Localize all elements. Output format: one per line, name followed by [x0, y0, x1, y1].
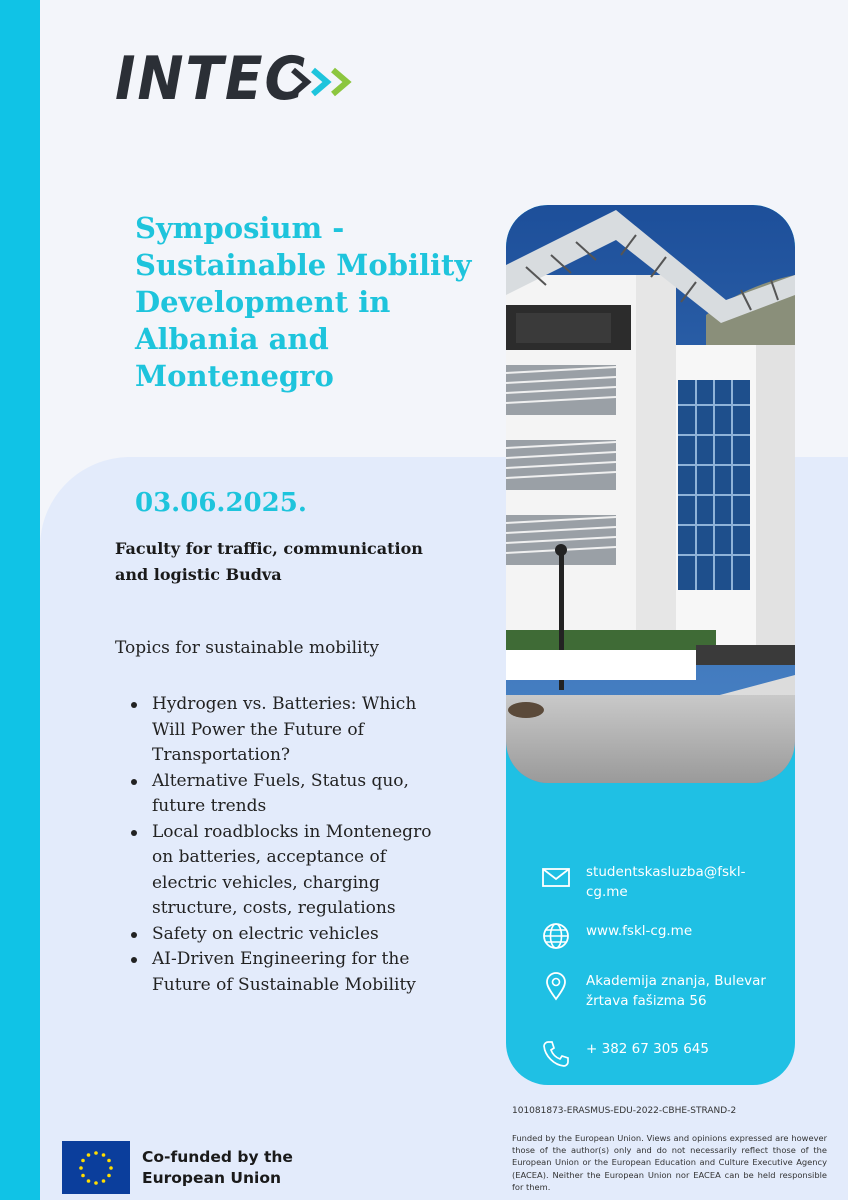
list-item: AI-Driven Engineering for the Future of Sustainable Mobility — [115, 947, 445, 998]
contact-phone[interactable] — [541, 1039, 786, 1069]
contact-address — [541, 971, 786, 1011]
logo-arrows-icon — [291, 64, 363, 100]
eu-cofunded-logo — [62, 1141, 322, 1194]
phone-text[interactable]: + 382 67 305 645 — [586, 1041, 709, 1057]
eu-stars-icon — [62, 1141, 130, 1194]
location-pin-icon — [541, 971, 571, 1001]
list-item: Safety on electric vehicles — [115, 922, 445, 948]
contact-website[interactable] — [541, 921, 786, 951]
logo-text: INTEC — [115, 44, 307, 114]
faculty-building-photo — [506, 205, 795, 783]
topics-list — [115, 692, 445, 998]
mail-icon — [541, 862, 571, 892]
contact-card — [506, 205, 795, 1085]
eu-flag-icon — [62, 1141, 130, 1194]
list-item: Local roadblocks in Montenegro on batteries, acceptance of electric vehicles, charging structure, costs, regulations — [115, 820, 445, 922]
contact-email[interactable] — [541, 862, 786, 902]
eu-disclaimer: Funded by the European Union. Views and opinions expressed are however those of the author(s) only and do not necessarily reflect those of the European Union or the European Education and Culture Executive Agency (EACEA). Neither the European Union nor EACEA can be held responsible for them. — [512, 1133, 827, 1192]
intec-logo — [115, 44, 324, 114]
event-date: 03.06.2025. — [135, 488, 307, 518]
website-text[interactable]: www.fskl-cg.me — [586, 923, 693, 939]
building-illustration — [506, 205, 795, 783]
event-venue: Faculty for traffic, communication and logistic Budva — [115, 539, 423, 584]
eu-cofunded-text: Co-funded by the European Union — [142, 1147, 293, 1187]
email-text[interactable]: studentskasluzba@fskl-cg.me — [586, 864, 746, 900]
globe-icon — [541, 921, 571, 951]
phone-icon — [541, 1039, 571, 1069]
left-accent-bar — [0, 0, 40, 1200]
list-item: Hydrogen vs. Batteries: Which Will Power the Future of Transportation? — [115, 692, 445, 769]
topics-heading: Topics for sustainable mobility — [115, 638, 379, 658]
grant-code: 101081873-ERASMUS-EDU-2022-CBHE-STRAND-2 — [512, 1106, 737, 1116]
list-item: Alternative Fuels, Status quo, future trends — [115, 769, 445, 820]
address-text: Akademija znanja, Bulevar žrtava fašizma 56 — [586, 973, 766, 1009]
event-title: Symposium - Sustainable Mobility Development in Albania and Montenegro — [135, 211, 472, 393]
